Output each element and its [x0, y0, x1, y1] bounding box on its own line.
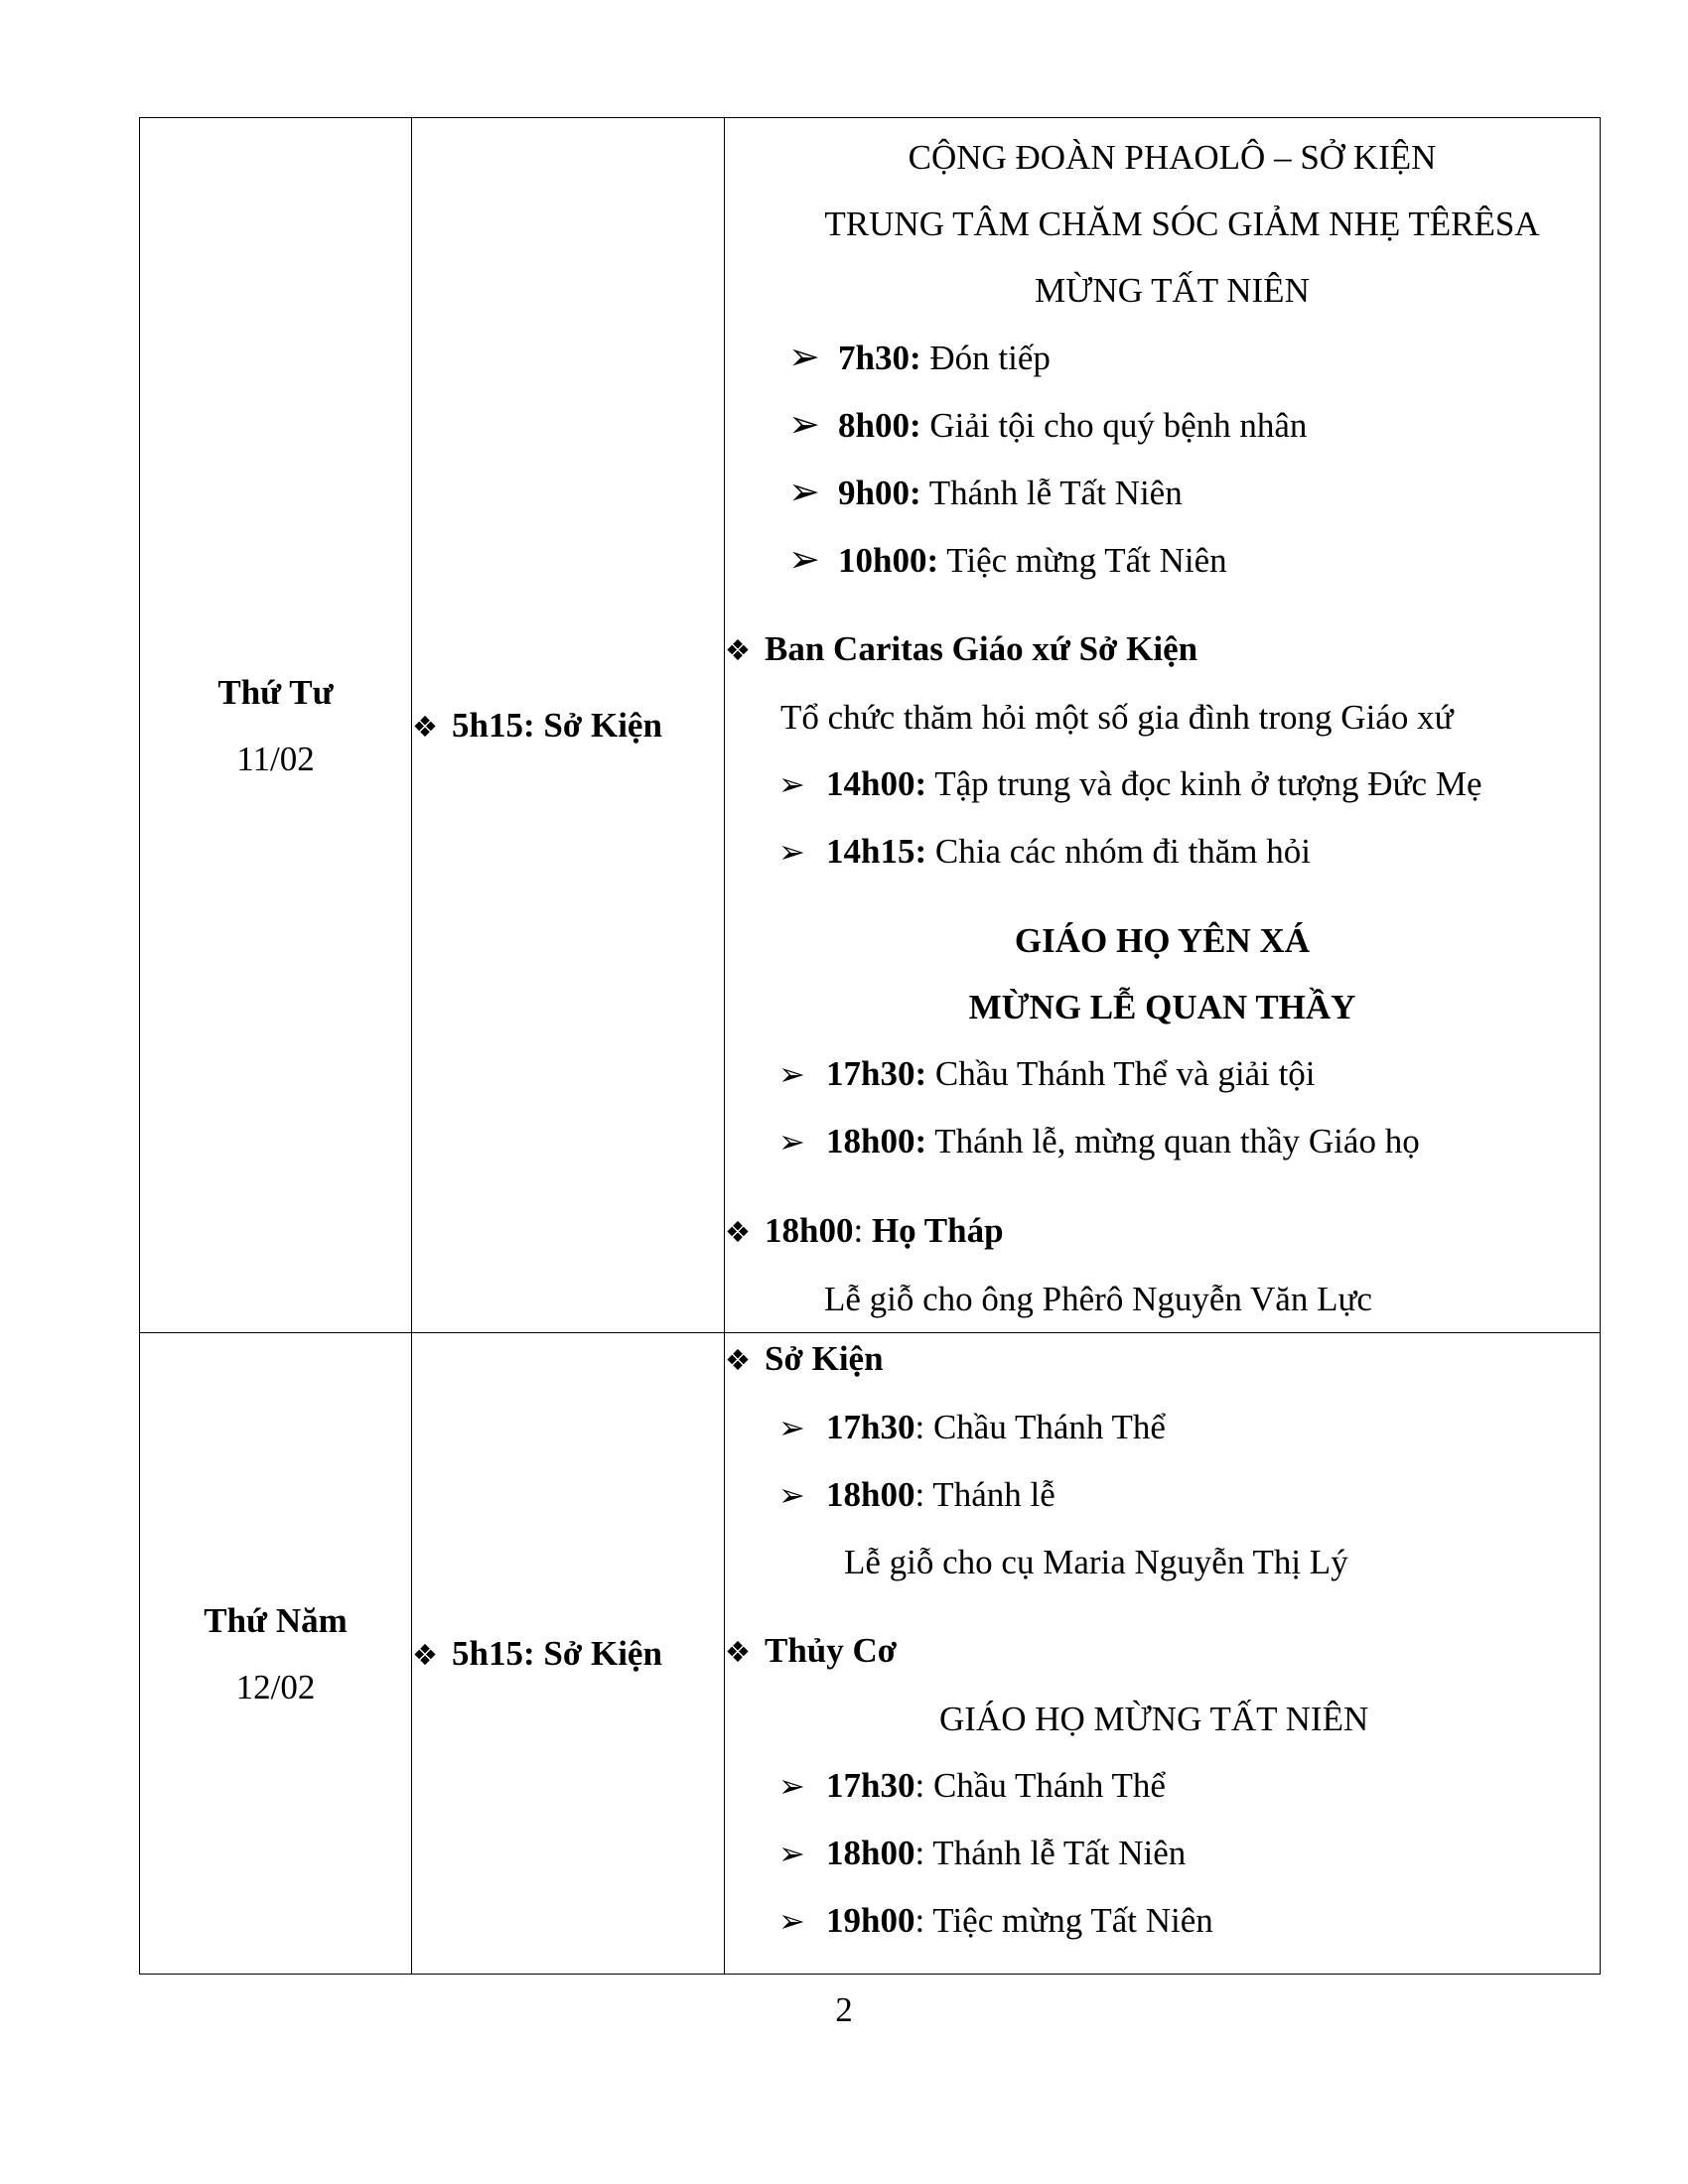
list-item: ➢ 8h00: Giải tội cho quý bệnh nhân	[725, 391, 1600, 459]
arrow-bullet-icon: ➢	[778, 1409, 805, 1446]
arrow-bullet-icon: ➢	[788, 470, 820, 513]
arrow-bullet-icon: ➢	[778, 765, 805, 803]
list-item: ➢ 17h30: Chầu Thánh Thể và giải tội	[725, 1040, 1600, 1108]
arrow-bullet-icon: ➢	[778, 1055, 805, 1093]
schedule-table	[139, 117, 1601, 1975]
arrow-bullet-icon: ➢	[788, 402, 820, 446]
section-desc: Tổ chức thăm hỏi một số gia đình trong Giáo xứ	[780, 698, 1454, 737]
arrow-bullet-icon: ➢	[778, 1902, 805, 1940]
content-cell	[725, 1333, 1601, 1975]
day-name: Thứ Tư	[217, 672, 334, 712]
day-name: Thứ Năm	[204, 1600, 348, 1640]
list-item: ➢ 18h00: Thánh lễ, mừng quan thầy Giáo họ	[725, 1108, 1600, 1175]
arrow-bullet-icon: ➢	[778, 833, 805, 871]
mass-cell	[412, 1333, 725, 1975]
mass-time: 5h15: Sở Kiện	[452, 705, 662, 745]
section-title: ❖ Thủy Cơ	[725, 1631, 898, 1670]
mass-time: 5h15: Sở Kiện	[452, 1633, 662, 1673]
arrow-bullet-icon: ➢	[788, 335, 820, 378]
diamond-bullet-icon: ❖	[412, 709, 438, 744]
day-cell	[140, 1333, 412, 1975]
mass-cell	[412, 118, 725, 1333]
diamond-bullet-icon: ❖	[412, 1637, 438, 1672]
day-date: 11/02	[236, 739, 315, 778]
diamond-bullet-icon: ❖	[725, 1635, 751, 1669]
table-row	[140, 1333, 1601, 1975]
arrow-bullet-icon: ➢	[778, 1835, 805, 1872]
list-item: ➢ 7h30: Đón tiếp	[725, 324, 1600, 391]
list-item: ➢ 18h00: Thánh lễ Tất Niên	[725, 1820, 1600, 1887]
page-number: 2	[835, 1990, 853, 2029]
day-cell	[140, 118, 412, 1333]
list-item: ➢ 17h30: Chầu Thánh Thể	[725, 1394, 1600, 1461]
heading-line: GIÁO HỌ YÊN XÁ	[1014, 921, 1311, 960]
arrow-bullet-icon: ➢	[788, 537, 820, 581]
list-item: ➢ 14h15: Chia các nhóm đi thăm hỏi	[725, 818, 1600, 886]
table-row	[140, 118, 1601, 1333]
list-item: ➢ 18h00: Thánh lễ	[725, 1461, 1600, 1529]
list-item: ➢ 14h00: Tập trung và đọc kinh ở tượng Đức Mẹ	[725, 751, 1600, 818]
diamond-bullet-icon: ❖	[725, 1215, 751, 1249]
section-title: ❖ Sở Kiện	[725, 1339, 884, 1378]
section-desc: Lễ giỗ cho ông Phêrô Nguyễn Văn Lực	[824, 1280, 1372, 1318]
section-title: ❖ 18h00: Họ Tháp	[725, 1211, 1004, 1250]
arrow-bullet-icon: ➢	[778, 1123, 805, 1160]
heading-line: MỪNG LỄ QUAN THẦY	[968, 988, 1356, 1026]
diamond-bullet-icon: ❖	[725, 1343, 751, 1377]
arrow-bullet-icon: ➢	[778, 1476, 805, 1514]
diamond-bullet-icon: ❖	[725, 633, 751, 667]
content-cell	[725, 118, 1601, 1333]
section-subtitle: GIÁO HỌ MỪNG TẤT NIÊN	[939, 1700, 1369, 1738]
section-desc: Lễ giỗ cho cụ Maria Nguyễn Thị Lý	[844, 1543, 1348, 1581]
list-item: ➢ 9h00: Thánh lễ Tất Niên	[725, 459, 1600, 526]
day-date: 12/02	[235, 1667, 316, 1706]
arrow-bullet-icon: ➢	[778, 1767, 805, 1805]
heading-line: MỪNG TẤT NIÊN	[1035, 271, 1310, 310]
list-item: ➢ 19h00: Tiệc mừng Tất Niên	[725, 1887, 1600, 1955]
section-title: ❖ Ban Caritas Giáo xứ Sở Kiện	[725, 629, 1198, 668]
heading-line: TRUNG TÂM CHĂM SÓC GIẢM NHẸ TÊRÊSA	[824, 205, 1540, 243]
list-item: ➢ 10h00: Tiệc mừng Tất Niên	[725, 526, 1600, 594]
heading-line: CỘNG ĐOÀN PHAOLÔ – SỞ KIỆN	[908, 138, 1437, 177]
list-item: ➢ 17h30: Chầu Thánh Thể	[725, 1752, 1600, 1820]
